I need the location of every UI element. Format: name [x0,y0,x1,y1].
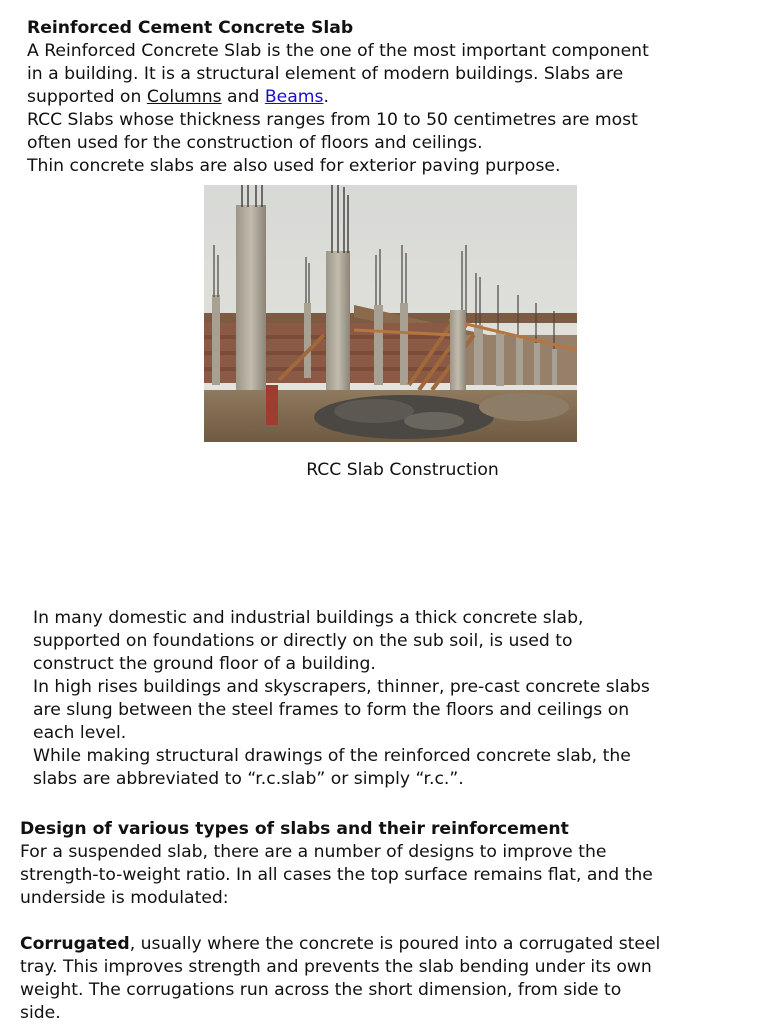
beams-link[interactable]: Beams [264,87,324,107]
section2-line-3: construct the ground floor of a building. [33,654,376,674]
intro-line-1: A Reinforced Concrete Slab is the one of the most important component [27,41,649,61]
corrugated-first-text: , usually where the concrete is poured into a corrugated steel [129,934,661,954]
article-title: Reinforced Cement Concrete Slab [27,18,354,38]
section2-line-4: In high rises buildings and skyscrapers, thinner, pre-cast concrete slabs [33,677,650,697]
design-heading: Design of various types of slabs and their reinforcement [20,819,569,839]
section2-line-2: supported on foundations or directly on the sub soil, is used to [33,631,573,651]
rcc-line-1: RCC Slabs whose thickness ranges from 10 to 50 centimetres are most [27,110,638,130]
construction-photo [204,185,577,442]
supported-line [27,86,329,109]
rcc-line-3: Thin concrete slabs are also used for exterior paving purpose. [27,156,561,176]
period-text: . [323,87,329,107]
construction-photo-illustration [204,185,577,442]
section2-line-1: In many domestic and industrial buildings a thick concrete slab, [33,608,584,628]
corrugated-term: Corrugated [20,934,130,954]
supported-prefix: supported on [27,87,147,107]
section2-line-5: are slung between the steel frames to form the floors and ceilings on [33,700,630,720]
section2-line-7: While making structural drawings of the reinforced concrete slab, the [33,746,631,766]
intro-line-2: in a building. It is a structural element of modern buildings. Slabs are [27,64,624,84]
design-line-1: For a suspended slab, there are a number of designs to improve the [20,842,607,862]
section2-line-6: each level. [33,723,127,743]
section2-line-8: slabs are abbreviated to “r.c.slab” or simply “r.c.”. [33,769,464,789]
design-line-3: underside is modulated: [20,888,229,908]
columns-link[interactable]: Columns [146,87,222,107]
design-line-2: strength-to-weight ratio. In all cases the top surface remains flat, and the [20,865,653,885]
and-text: and [221,87,265,107]
corrugated-line-3: weight. The corrugations run across the short dimension, from side to [20,980,622,1000]
corrugated-line-2: tray. This improves strength and prevents the slab bending under its own [20,957,652,977]
corrugated-line-4: side. [20,1003,61,1023]
figure-caption: RCC Slab Construction [306,460,499,480]
corrugated-line-1 [20,933,660,956]
rcc-line-2: often used for the construction of floors and ceilings. [27,133,483,153]
